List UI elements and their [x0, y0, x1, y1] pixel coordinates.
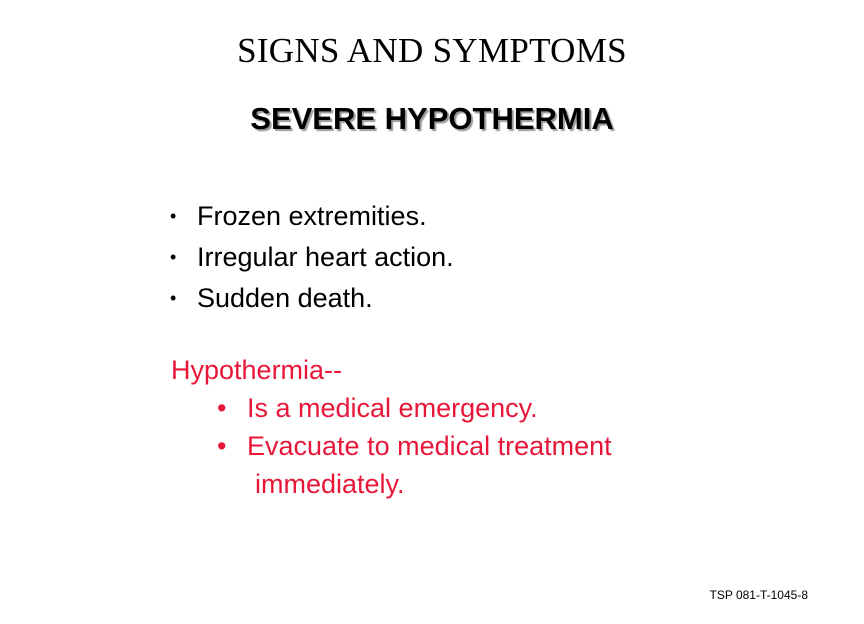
- note-item-continuation: immediately.: [255, 469, 405, 499]
- symptom-text: Frozen extremities.: [197, 201, 427, 231]
- symptom-list: [170, 196, 454, 319]
- note-item-text: Is a medical emergency.: [247, 393, 538, 423]
- slide-subtitle: SEVERE HYPOTHERMIA: [250, 101, 614, 136]
- slide-title: SIGNS AND SYMPTOMS: [237, 31, 627, 70]
- hypothermia-note: [171, 352, 687, 503]
- symptom-text: Sudden death.: [197, 283, 373, 313]
- note-heading: Hypothermia--: [171, 355, 343, 385]
- list-item: [170, 278, 454, 319]
- note-item-text: Evacuate to medical treatment: [247, 431, 612, 461]
- bullet-icon: •: [217, 431, 227, 461]
- list-item: [170, 237, 454, 278]
- slide-footer-code: TSP 081-T-1045-8: [709, 588, 808, 602]
- list-item: [171, 389, 687, 427]
- list-item: [171, 427, 687, 503]
- bullet-icon: •: [217, 393, 227, 423]
- note-list: [171, 389, 687, 503]
- symptom-text: Irregular heart action.: [197, 242, 454, 272]
- bullet-icon: •: [170, 206, 177, 226]
- list-item: [170, 196, 454, 237]
- bullet-icon: •: [170, 288, 177, 308]
- bullet-icon: •: [170, 247, 177, 267]
